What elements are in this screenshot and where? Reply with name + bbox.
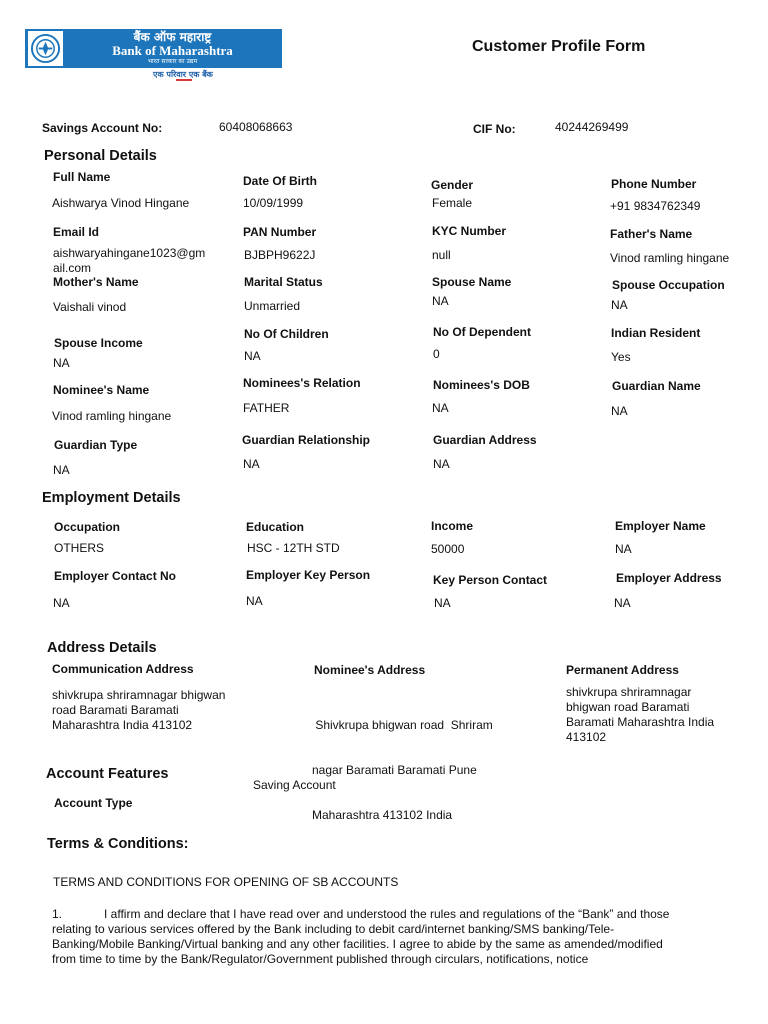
nominee-dob-label: Nominees's DOB [433, 378, 530, 392]
nominee-address-value: Shivkrupa bhigwan road Shriram nagar Baramati Baramati Pune Maharashtra 413102 India [312, 718, 493, 822]
phone-value: +91 9834762349 [610, 199, 701, 213]
marital-status-label: Marital Status [244, 275, 323, 289]
gender-label: Gender [431, 178, 474, 192]
income-value: 50000 [431, 542, 465, 556]
savings-account-label: Savings Account No: [42, 121, 163, 135]
gender-value: Female [432, 196, 473, 210]
guardian-name-label: Guardian Name [612, 379, 701, 393]
guardian-relationship-label: Guardian Relationship [242, 433, 371, 447]
key-person-contact-value: NA [434, 596, 451, 610]
bank-subtitle-hindi: भारत सरकार का उद्यम [147, 58, 198, 65]
children-label: No Of Children [244, 327, 329, 341]
education-value: HSC - 12TH STD [247, 541, 340, 555]
nominee-name-label: Nominee's Name [53, 383, 150, 397]
spouse-name-value: NA [432, 294, 449, 308]
address-details-heading: Address Details [47, 640, 157, 656]
spouse-name-label: Spouse Name [432, 275, 512, 289]
nominee-relation-value: FATHER [243, 401, 290, 415]
guardian-relationship-value: NA [243, 457, 260, 471]
bank-name-english: Bank of Maharashtra [112, 43, 233, 58]
terms-item-number: 1. [52, 907, 63, 921]
guardian-type-value: NA [53, 463, 70, 477]
permanent-address-value: shivkrupa shriramnagar bhigwan road Baramati Baramati Maharashtra India 413102 [566, 685, 715, 744]
education-label: Education [246, 520, 305, 534]
employer-address-value: NA [614, 596, 631, 610]
employer-contact-label: Employer Contact No [54, 569, 177, 583]
bank-name-hindi: बैंक ऑफ महाराष्ट्र [133, 30, 212, 44]
spouse-occupation-label: Spouse Occupation [612, 278, 725, 292]
kyc-label: KYC Number [432, 224, 507, 238]
form-title: Customer Profile Form [472, 38, 646, 55]
kyc-value: null [432, 248, 451, 262]
email-value: aishwaryahingane1023@gm ail.com [53, 246, 206, 275]
spouse-occupation-value: NA [611, 298, 628, 312]
dob-value: 10/09/1999 [243, 196, 304, 210]
spouse-income-value: NA [53, 356, 70, 370]
email-label: Email Id [53, 225, 100, 239]
full-name-value: Aishwarya Vinod Hingane [52, 196, 190, 210]
account-features-heading: Account Features [46, 766, 169, 782]
phone-label: Phone Number [611, 177, 697, 191]
tagline-underline [176, 79, 192, 81]
terms-item-1: 1. I affirm and declare that I have read over and understood the rules and regulations of the “Bank” and those relating to various services offered by the Bank including to debit card/internet banking/SMS banking/Tele- Banking/Mobile Banking/Virtual banking and any other facilities. I agree to abide by the same as amended/modified from time to time by the Bank/Regulator/Government published through circulars, notifications, notice [52, 907, 670, 966]
bank-tagline: एक परिवार एक बैंक [153, 70, 213, 79]
bank-logo [25, 29, 282, 68]
bank-emblem-icon [28, 31, 63, 66]
employer-key-person-label: Employer Key Person [246, 568, 371, 582]
pan-label: PAN Number [243, 225, 317, 239]
employer-contact-value: NA [53, 596, 70, 610]
mother-name-label: Mother's Name [53, 275, 139, 289]
nominee-name-value: Vinod ramling hingane [52, 409, 172, 423]
mother-name-value: Vaishali vinod [53, 300, 127, 314]
occupation-label: Occupation [54, 520, 121, 534]
nominee-relation-label: Nominees's Relation [243, 376, 361, 390]
employer-address-label: Employer Address [616, 571, 722, 585]
key-person-contact-label: Key Person Contact [433, 573, 548, 587]
terms-subheading: TERMS AND CONDITIONS FOR OPENING OF SB ACCOUNTS [53, 875, 399, 889]
father-name-label: Father's Name [610, 227, 693, 241]
cif-label: CIF No: [473, 122, 516, 136]
account-type-value: Saving Account [253, 778, 336, 792]
cif-value: 40244269499 [555, 120, 629, 134]
full-name-label: Full Name [53, 170, 111, 184]
guardian-address-label: Guardian Address [433, 433, 537, 447]
savings-account-value: 60408068663 [219, 120, 293, 134]
guardian-name-value: NA [611, 404, 628, 418]
personal-details-heading: Personal Details [44, 148, 157, 164]
dob-label: Date Of Birth [243, 174, 318, 188]
occupation-value: OTHERS [54, 541, 105, 555]
communication-address-value: shivkrupa shriramnagar bhigwan road Baramati Baramati Maharashtra India 413102 [52, 688, 226, 732]
indian-resident-value: Yes [611, 350, 631, 364]
terms-heading: Terms & Conditions: [47, 836, 189, 852]
indian-resident-label: Indian Resident [611, 326, 701, 340]
employer-name-value: NA [615, 542, 632, 556]
nominee-address-label: Nominee's Address [314, 663, 426, 677]
dependent-value: 0 [433, 347, 440, 361]
marital-status-value: Unmarried [244, 299, 301, 313]
employer-name-label: Employer Name [615, 519, 706, 533]
income-label: Income [431, 519, 474, 533]
nominee-dob-value: NA [432, 401, 449, 415]
spouse-income-label: Spouse Income [54, 336, 143, 350]
account-type-label: Account Type [54, 796, 133, 810]
dependent-label: No Of Dependent [433, 325, 531, 339]
father-name-value: Vinod ramling hingane [610, 251, 730, 265]
communication-address-label: Communication Address [52, 662, 194, 676]
guardian-type-label: Guardian Type [54, 438, 138, 452]
children-value: NA [244, 349, 261, 363]
pan-value: BJBPH9622J [244, 248, 316, 262]
employment-details-heading: Employment Details [42, 490, 181, 506]
employer-key-person-value: NA [246, 594, 263, 608]
permanent-address-label: Permanent Address [566, 663, 679, 677]
guardian-address-value: NA [433, 457, 450, 471]
